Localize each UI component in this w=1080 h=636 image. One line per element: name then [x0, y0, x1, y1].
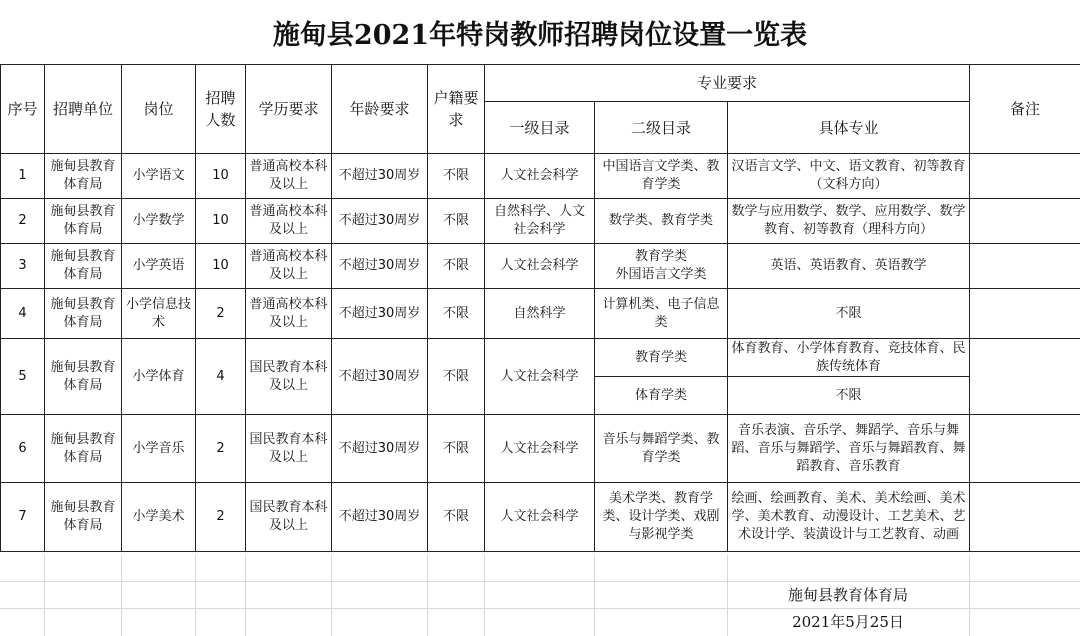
table-row [1, 483, 1080, 552]
table-row [1, 289, 1080, 339]
cell-specific: 不限 [728, 377, 970, 415]
cell-remark [970, 199, 1080, 244]
cell-unit: 施甸县教育体育局 [45, 154, 122, 199]
cell-edu: 普通高校本科及以上 [246, 289, 332, 339]
cell-post: 小学体育 [122, 339, 196, 415]
cell-level2 [595, 244, 728, 289]
cell-remark [970, 289, 1080, 339]
page-title: 施甸县2021年特岗教师招聘岗位设置一览表 [272, 19, 808, 51]
grid-line [0, 581, 1080, 582]
cell-remark [970, 483, 1080, 552]
grid-line [427, 555, 428, 636]
cell-level2-line: 教育学类 [634, 249, 687, 264]
cell-edu: 普通高校本科及以上 [246, 154, 332, 199]
header-count: 招聘人数 [196, 65, 246, 154]
grid-line [245, 555, 246, 636]
header-post: 岗位 [122, 65, 196, 154]
header-hukou: 户籍要求 [428, 65, 485, 154]
cell-specific: 数学与应用数学、数学、应用数学、数学教育、初等教育（理科方向） [728, 199, 970, 244]
cell-age: 不超过30周岁 [332, 154, 428, 199]
cell-level1: 人文社会科学 [485, 415, 595, 483]
cell-hukou: 不限 [428, 339, 485, 415]
cell-unit: 施甸县教育体育局 [45, 289, 122, 339]
header-level2: 二级目录 [595, 102, 728, 154]
cell-hukou: 不限 [428, 289, 485, 339]
cell-hukou: 不限 [428, 199, 485, 244]
cell-unit: 施甸县教育体育局 [45, 483, 122, 552]
cell-level1: 人文社会科学 [485, 154, 595, 199]
cell-post: 小学信息技术 [122, 289, 196, 339]
header-edu: 学历要求 [246, 65, 332, 154]
grid-line [484, 555, 485, 636]
cell-level1: 自然科学 [485, 289, 595, 339]
cell-age: 不超过30周岁 [332, 339, 428, 415]
cell-unit: 施甸县教育体育局 [45, 415, 122, 483]
cell-edu: 国民教育本科及以上 [246, 415, 332, 483]
table-row [1, 244, 1080, 289]
cell-level2: 体育学类 [595, 377, 728, 415]
cell-level2-line: 外国语言文学类 [615, 267, 707, 282]
table-header [1, 65, 1080, 154]
cell-count: 4 [196, 339, 246, 415]
cell-level1: 人文社会科学 [485, 483, 595, 552]
cell-remark [970, 244, 1080, 289]
cell-specific: 绘画、绘画教育、美术、美术绘画、美术学、美术教育、动漫设计、工艺美术、艺术设计学、装潢设计与工艺教育、动画 [728, 483, 970, 552]
cell-remark [970, 415, 1080, 483]
cell-specific: 英语、英语教育、英语教学 [728, 244, 970, 289]
cell-level2: 音乐与舞蹈学类、教育学类 [595, 415, 728, 483]
cell-level2: 美术学类、教育学类、设计学类、戏剧与影视学类 [595, 483, 728, 552]
cell-seq: 1 [1, 154, 45, 199]
header-major: 专业要求 [485, 65, 970, 102]
cell-unit: 施甸县教育体育局 [45, 199, 122, 244]
cell-post: 小学音乐 [122, 415, 196, 483]
cell-unit: 施甸县教育体育局 [45, 339, 122, 415]
cell-level1: 人文社会科学 [485, 339, 595, 415]
cell-age: 不超过30周岁 [332, 244, 428, 289]
cell-age: 不超过30周岁 [332, 483, 428, 552]
cell-age: 不超过30周岁 [332, 289, 428, 339]
header-seq: 序号 [1, 65, 45, 154]
grid-line [0, 608, 1080, 609]
header-age: 年龄要求 [332, 65, 428, 154]
cell-edu: 国民教育本科及以上 [246, 339, 332, 415]
cell-count: 2 [196, 289, 246, 339]
cell-unit: 施甸县教育体育局 [45, 244, 122, 289]
cell-level1: 人文社会科学 [485, 244, 595, 289]
cell-specific: 音乐表演、音乐学、舞蹈学、音乐与舞蹈、音乐与舞蹈学、音乐与舞蹈教育、舞蹈教育、音乐教育 [728, 415, 970, 483]
cell-post: 小学数学 [122, 199, 196, 244]
table-row [1, 154, 1080, 199]
table-body [1, 154, 1080, 552]
cell-specific: 体育教育、小学体育教育、竞技体育、民族传统体育 [728, 339, 970, 377]
cell-age: 不超过30周岁 [332, 415, 428, 483]
grid-line [121, 555, 122, 636]
cell-hukou: 不限 [428, 244, 485, 289]
table-row [1, 415, 1080, 483]
table-row [1, 199, 1080, 244]
cell-specific: 汉语言文学、中文、语文教育、初等教育（文科方向） [728, 154, 970, 199]
cell-post: 小学语文 [122, 154, 196, 199]
cell-seq: 7 [1, 483, 45, 552]
cell-level2: 教育学类 [595, 339, 728, 377]
cell-seq: 4 [1, 289, 45, 339]
cell-seq: 5 [1, 339, 45, 415]
cell-hukou: 不限 [428, 483, 485, 552]
cell-seq: 6 [1, 415, 45, 483]
cell-post: 小学英语 [122, 244, 196, 289]
cell-count: 2 [196, 483, 246, 552]
cell-count: 10 [196, 154, 246, 199]
cell-count: 10 [196, 244, 246, 289]
grid-line [969, 555, 970, 636]
cell-remark [970, 154, 1080, 199]
cell-hukou: 不限 [428, 154, 485, 199]
table-row [1, 339, 1080, 377]
cell-count: 2 [196, 415, 246, 483]
cell-age: 不超过30周岁 [332, 199, 428, 244]
cell-edu: 国民教育本科及以上 [246, 483, 332, 552]
cell-level1: 自然科学、人文社会科学 [485, 199, 595, 244]
grid-line [195, 555, 196, 636]
footer-organization: 施甸县教育体育局 [787, 586, 908, 604]
recruitment-table [0, 64, 1080, 552]
header-unit: 招聘单位 [45, 65, 122, 154]
cell-seq: 2 [1, 199, 45, 244]
cell-edu: 普通高校本科及以上 [246, 199, 332, 244]
footer-date: 2021年5月25日 [792, 613, 904, 631]
cell-count: 10 [196, 199, 246, 244]
grid-line [44, 555, 45, 636]
cell-edu: 普通高校本科及以上 [246, 244, 332, 289]
header-level1: 一级目录 [485, 102, 595, 154]
cell-level2: 中国语言文学类、教育学类 [595, 154, 728, 199]
cell-level2: 数学类、教育学类 [595, 199, 728, 244]
header-specific: 具体专业 [728, 102, 970, 154]
grid-line [331, 555, 332, 636]
header-remark: 备注 [970, 65, 1080, 154]
cell-specific: 不限 [728, 289, 970, 339]
grid-line [594, 555, 595, 636]
cell-post: 小学美术 [122, 483, 196, 552]
cell-level2: 计算机类、电子信息类 [595, 289, 728, 339]
cell-hukou: 不限 [428, 415, 485, 483]
cell-seq: 3 [1, 244, 45, 289]
cell-remark [970, 339, 1080, 415]
